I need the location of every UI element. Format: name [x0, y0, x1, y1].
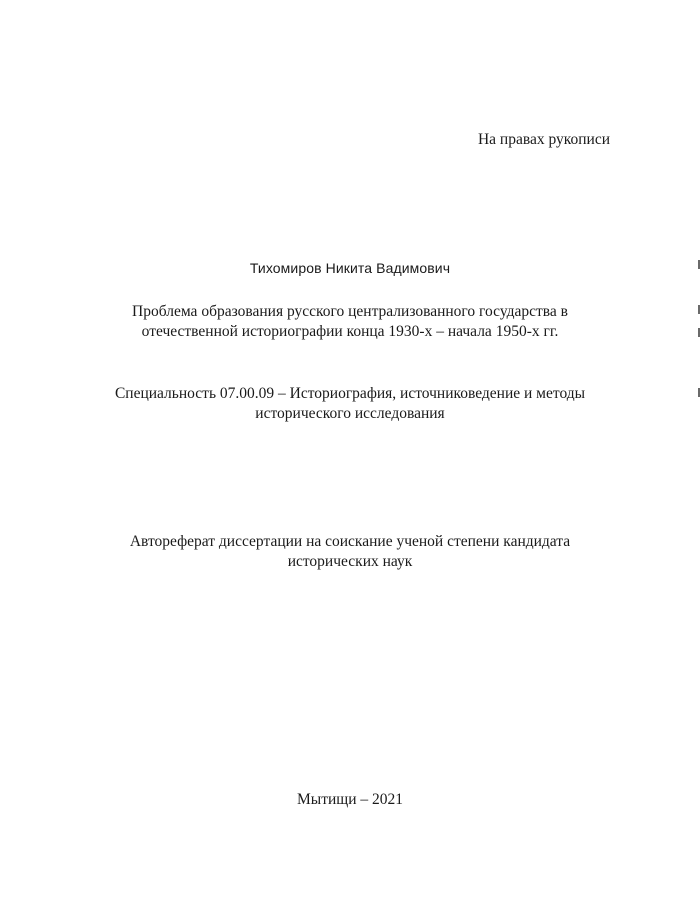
abstract-description — [0, 532, 700, 572]
abstract-line: Автореферат диссертации на соискание ученой степени кандидата — [129, 533, 571, 550]
specialty — [0, 384, 700, 424]
specialty-line: Специальность 07.00.09 – Историография, источниковедение и методы — [114, 385, 586, 402]
dissertation-title — [0, 302, 700, 342]
title-line: отечественной историографии конца 1930-х – начала 1950-х гг. — [141, 323, 559, 340]
city-and-year — [0, 790, 700, 810]
manuscript-rights-note: На правах рукописи — [477, 131, 610, 148]
abstract-line: исторических наук — [287, 553, 413, 570]
city-year-text: Мытищи – 2021 — [297, 791, 403, 808]
specialty-line: исторического исследования — [255, 405, 445, 422]
title-line: Проблема образования русского централизованного государства в — [132, 303, 568, 320]
author-name-text: Тихомиров Никита Вадимович — [249, 260, 451, 276]
author-name — [0, 258, 700, 278]
